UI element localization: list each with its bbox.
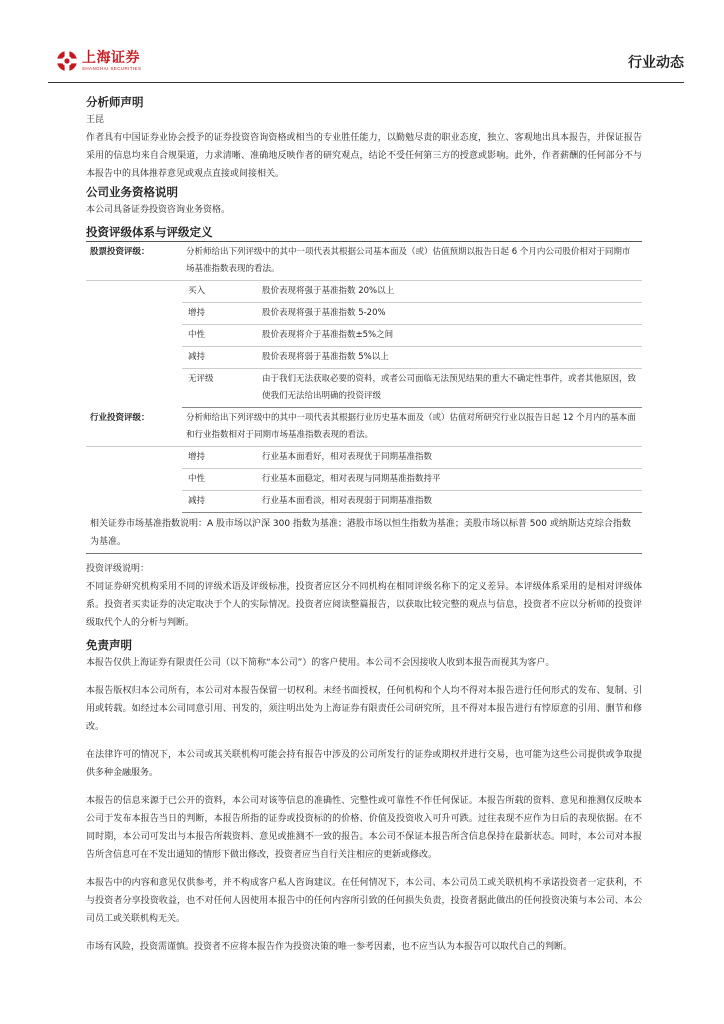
- grade-desc: 股价表现将强于基准指数 20%以上: [258, 281, 642, 303]
- disclaimer-paragraph: 在法律许可的情况下，本公司或其关联机构可能会持有报告中涉及的公司所发行的证券或期权并进行交易，也可能为这些公司提供或争取提供多种金融服务。: [86, 750, 642, 778]
- brand-logo-icon: [56, 50, 78, 72]
- grade-desc: 行业基本面稳定，相对表现与同期基准指数持平: [258, 469, 642, 491]
- grade-desc: 股价表现将强于基准指数 5-20%: [258, 303, 642, 325]
- grade-desc: 股价表现将弱于基准指数 5%以上: [258, 347, 642, 369]
- industry-rating-head: 分析师给出下列评级中的其中一项代表其根据行业历史基本面及（或）估值对所研究行业以报告日起 12 个月内的基本面和行业指数相对于同期市场基准指数表现的看法。: [182, 408, 642, 447]
- table-row: [86, 469, 642, 491]
- stock-rating-head: 分析师给出下列评级中的其中一项代表其根据公司基本面及（或）估值预期以报告日起 6 个月内公司股价相对于同期市场基准指数表现的看法。: [182, 242, 642, 281]
- analyst-name: 王昆: [86, 115, 105, 125]
- disclaimer-title: 免责声明: [86, 638, 132, 652]
- table-row: [86, 303, 642, 325]
- qualification-text: 本公司具备证券投资咨询业务资格。: [86, 205, 231, 215]
- rating-explain-text: 不同证券研究机构采用不同的评级术语及评级标准，投资者应区分不同机构在相同评级名称下的定义差异。本评级体系采用的是相对评级体系。投资者买卖证券的决定取决于个人的实际情况。投资者应阅读整篇报告，以获取比较完整的观点与信息，投资者不应以分析师的投资评级取代个人的分析与判断。: [86, 582, 642, 628]
- disclaimer-paragraph: 本报告中的内容和意见仅供参考，并不构成客户私人咨询建议。在任何情况下，本公司、本公司员工或关联机构不承诺投资者一定获利，不与投资者分享投资收益，也不对任何人因使用本报告中的任何内容所引致的任何损失负责，投资者据此做出的任何投资决策与本公司、本公司员工或关联机构无关。: [86, 878, 642, 924]
- table-row: [86, 369, 642, 408]
- grade-label: 无评级: [182, 369, 258, 408]
- analyst-statement-text: 作者具有中国证券业协会授予的证券投资咨询资格或相当的专业胜任能力，以勤勉尽责的职业态度，独立、客观地出具本报告，并保证报告采用的信息均来自合规渠道，力求清晰、准确地反映作者的研究观点，结论不受任何第三方的授意或影响。此外，作者薪酬的任何部分不与本报告中的具体推荐意见或观点直接或间接相关。: [86, 133, 642, 179]
- table-row: [86, 325, 642, 347]
- disclaimer-paragraph: 本报告版权归本公司所有，本公司对本报告保留一切权利。未经书面授权，任何机构和个人均不得对本报告进行任何形式的发布、复制、引用或转载。如经过本公司同意引用、刊发的，须注明出处为上海证券有限责任公司研究所，且不得对本报告进行有悖原意的引用、删节和修改。: [86, 686, 642, 732]
- disclaimer-paragraph: 本报告仅供上海证券有限责任公司（以下简称“本公司”）的客户使用。本公司不会因接收人收到本报告而视其为客户。: [86, 658, 555, 668]
- grade-desc: 由于我们无法获取必要的资料，或者公司面临无法预见结果的重大不确定性事件，或者其他原因，致使我们无法给出明确的投资评级: [258, 369, 642, 408]
- section-title: 行业动态: [628, 55, 684, 71]
- analyst-statement-title: 分析师声明: [86, 95, 144, 109]
- rating-explain-label: 投资评级说明：: [86, 564, 150, 574]
- page-content: [86, 93, 642, 956]
- disclaimer-paragraph: 市场有风险，投资需谨慎。投资者不应将本报告作为投资决策的唯一参考因素，也不应当认为本报告可以取代自己的判断。: [86, 942, 573, 952]
- rating-table-block: [86, 242, 642, 554]
- benchmark-note: 相关证券市场基准指数说明：A 股市场以沪深 300 指数为基准；港股市场以恒生指数为基准；美股市场以标普 500 或纳斯达克综合指数为基准。: [90, 519, 631, 547]
- grade-label: 增持: [182, 303, 258, 325]
- industry-rating-label: 行业投资评级：: [86, 408, 182, 447]
- grade-label: 中性: [182, 325, 258, 347]
- table-row: [86, 447, 642, 469]
- brand-name-cn: 上海证券: [82, 49, 140, 66]
- page-header: [48, 44, 684, 83]
- stock-rating-label: 股票投资评级：: [86, 242, 182, 281]
- rating-system-title: 投资评级体系与评级定义: [86, 223, 642, 242]
- grade-label: 增持: [182, 447, 258, 469]
- grade-desc: 股价表现将介于基准指数±5%之间: [258, 325, 642, 347]
- table-row: [86, 347, 642, 369]
- brand-logo: [56, 50, 141, 72]
- grade-label: 减持: [182, 347, 258, 369]
- grade-desc: 行业基本面看好，相对表现优于同期基准指数: [258, 447, 642, 469]
- brand-name-en: SHANGHAI SECURITIES: [82, 65, 142, 71]
- grade-label: 买入: [182, 281, 258, 303]
- grade-label: 中性: [182, 469, 258, 491]
- grade-label: 减持: [182, 491, 258, 513]
- disclaimer-paragraph: 本报告的信息来源于已公开的资料，本公司对该等信息的准确性、完整性或可靠性不作任何保证。本报告所载的资料、意见和推测仅反映本公司于发布本报告当日的判断，本报告所指的证券或投资标的的价格、价值及投资收入可升可跌。过往表现不应作为日后的表现依据。在不同时期，本公司可发出与本报告所载资料、意见或推测不一致的报告。本公司不保证本报告所含信息保持在最新状态。同时，本公司对本报告所含信息可在不发出通知的情形下做出修改，投资者应当自行关注相应的更新或修改。: [86, 796, 642, 860]
- table-row: [86, 491, 642, 513]
- grade-desc: 行业基本面看淡，相对表现弱于同期基准指数: [258, 491, 642, 513]
- rating-table: [86, 242, 642, 513]
- qualification-title: 公司业务资格说明: [86, 185, 178, 199]
- table-row: [86, 281, 642, 303]
